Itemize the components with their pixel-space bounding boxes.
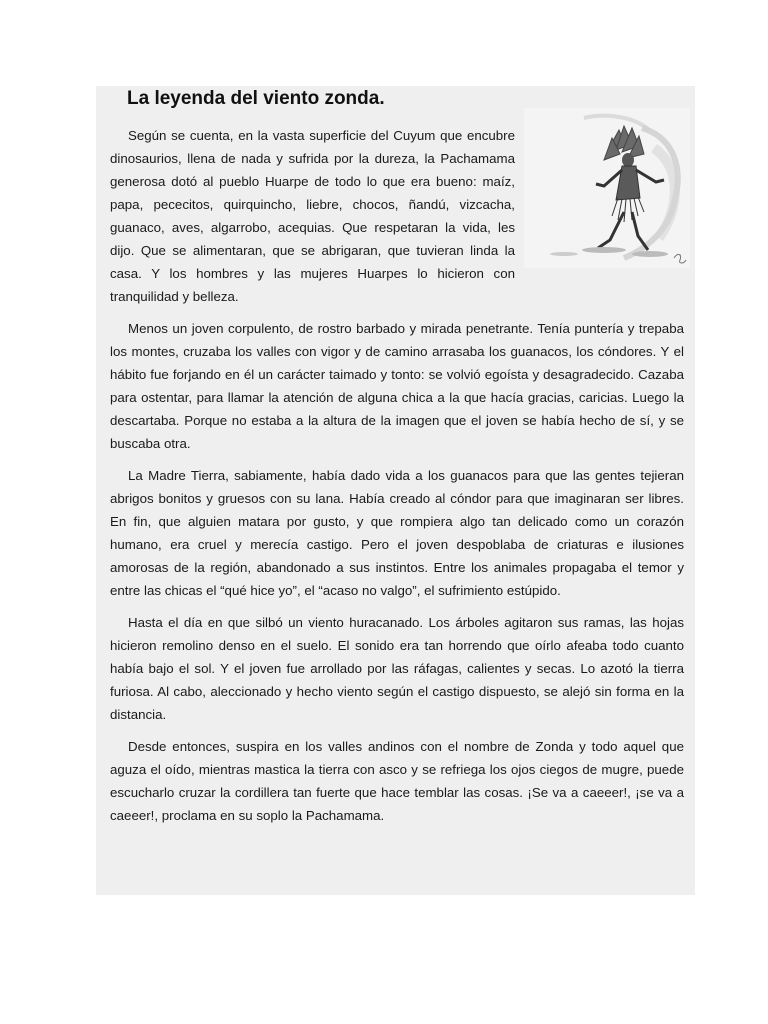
paragraph: Hasta el día en que silbó un viento huracanado. Los árboles agitaron sus ramas, las hojas hicieron remolino denso en el suelo. El sonido era tan horrendo que oírlo afeaba todo cuanto había bajo el sol. Y el joven fue arrollado por las ráfagas, calientes y secas. Lo azotó la tierra furiosa. Al cabo, aleccionado y hecho viento según el castigo dispuesto, se alejó sin forma en la distancia. [110, 615, 684, 722]
document-title: La leyenda del viento zonda. [127, 88, 385, 109]
paragraph: Según se cuenta, en la vasta superficie del Cuyum que encubre dinosaurios, llena de nada y sufrida por la dureza, la Pachamama generosa dotó al pueblo Huarpe de todo lo que era bueno: maíz, papa, pececitos, quirquincho, liebre, chocos, ñandú, vizcacha, guanaco, aves, algarrobo, acequias. Que respetaran la vida, les dijo. Que se alimentaran, que se abrigaran, que tuvieran linda la casa. Y los hombres y las mujeres Huarpes lo hicieron con tranquilidad y belleza. [110, 128, 515, 304]
paragraph: Desde entonces, suspira en los valles andinos con el nombre de Zonda y todo aquel que aguza el oído, mientras mastica la tierra con asco y se refriega los ojos ciegos de mugre, puede escucharlo cruzar la cordillera tan fuerte que hace temblar las cosas. ¡Se va a caeeer!, ¡se va a caeeer!, proclama en su soplo la Pachamama. [110, 739, 684, 823]
document-page [96, 86, 695, 895]
document-body [110, 124, 684, 836]
paragraph: La Madre Tierra, sabiamente, había dado vida a los guanacos para que las gentes tejieran abrigos bonitos y gruesos con su lana. Había creado al cóndor para que imaginaran ser libres. En fin, que alguien matara por gusto, y que rompiera algo tan delicado como un corazón humano, era cruel y merecía castigo. Pero el joven despoblaba de criaturas e ilusiones amorosas de la región, abandonado a sus instintos. Entre los animales propagaba el temor y entre las chicas el “qué hice yo”, el “acaso no valgo”, el sufrimiento estúpido. [110, 468, 684, 598]
paragraph: Menos un joven corpulento, de rostro barbado y mirada penetrante. Tenía puntería y trepaba los montes, cruzaba los valles con vigor y de camino arrasaba los guanacos, los cóndores. Y el hábito fue forjando en él un carácter taimado y tonto: se volvió egoísta y desagradecido. Cazaba para ostentar, para llamar la atención de alguna chica a la que hacía gracias, caricias. Luego la descartaba. Porque no estaba a la altura de la imagen que el joven se había hecho de sí, y se buscaba otra. [110, 321, 684, 451]
